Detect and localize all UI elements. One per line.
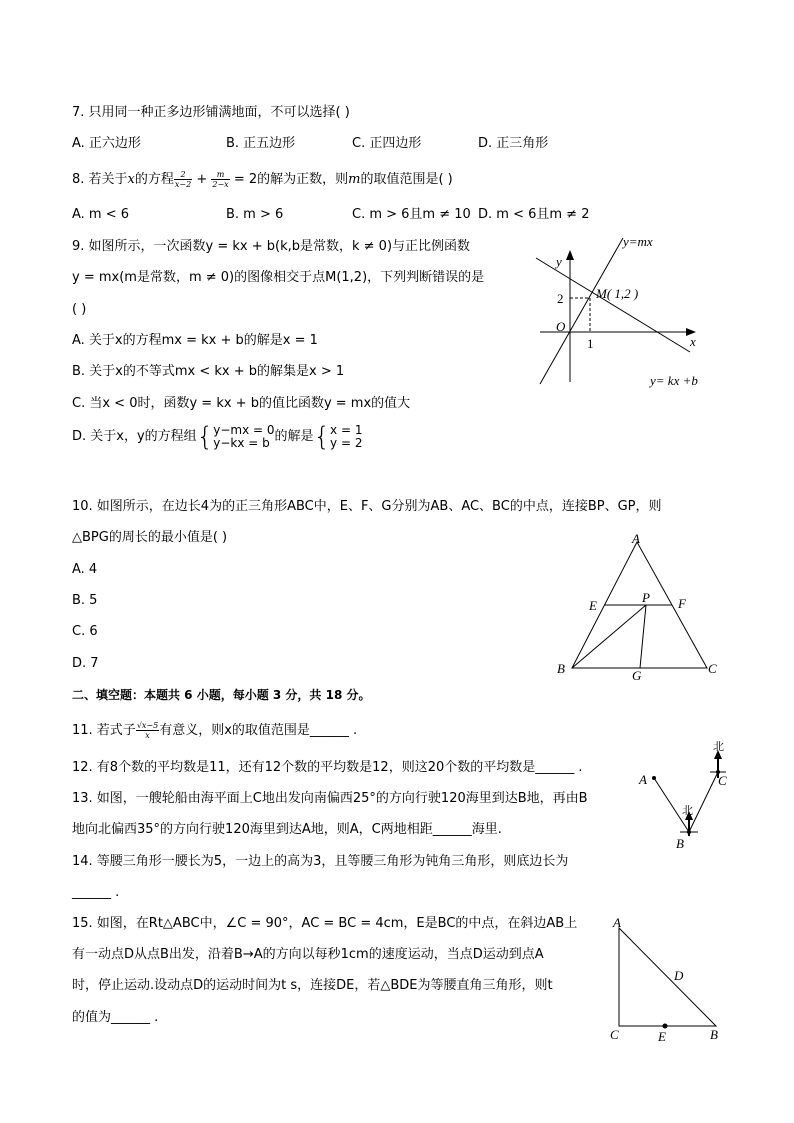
- label-2: 2: [557, 291, 564, 306]
- q8-option-c: C. m > 6且m ≠ 10: [352, 207, 471, 222]
- triangle-ABC: [619, 928, 716, 1026]
- label-A: A: [632, 531, 640, 546]
- q14-line-1: 14. 等腰三角形一腰长为5，一边上的高为3，且等腰三角形为钝角三角形，则底边长为: [72, 854, 569, 869]
- q8-stem: 8. 若关于x的方程 $\frac{2}{x-2}$ + $\frac{m}{2-x}$ = 2的解为正数，则m的取值范围是( ): [72, 170, 453, 189]
- q7-option-c: C. 正四边形: [352, 136, 422, 151]
- q9-option-b: B. 关于x的不等式mx < kx + b的解集是x > 1: [72, 364, 345, 379]
- q8-option-a: A. m < 6: [72, 207, 130, 222]
- q13-line-1: 13. 如图，一艘轮船由海平面上C地出发向南偏西25°的方向行驶120海里到达B地，再由B: [72, 791, 588, 806]
- label-E: E: [589, 598, 597, 613]
- q15-line-2: 有一动点D从点B出发，沿着B→A的方向以每秒1cm的速度运动，当点D运动到点A: [72, 947, 544, 962]
- label-x: x: [690, 334, 696, 349]
- q7-option-a: A. 正六边形: [72, 136, 141, 151]
- label-C: C: [708, 661, 717, 676]
- label-origin: O: [556, 319, 566, 334]
- q9-line-3: ( ): [72, 302, 87, 317]
- q15-line-3: 时，停止运动.设动点D的运动时间为t s，连接DE，若△BDE为等腰直角三角形，则t: [72, 978, 553, 993]
- q11-fraction: $\frac{√x-5}{x}$: [136, 721, 159, 740]
- label-B: B: [710, 1027, 718, 1042]
- segment-BC: [689, 772, 718, 832]
- label-M: M( 1,2 ): [596, 286, 639, 301]
- label-F: F: [678, 596, 686, 611]
- q9-system-2: x = 1 y = 2: [330, 423, 363, 450]
- q15-line-1: 15. 如图，在Rt△ABC中，∠C = 90°，AC = BC = 4cm，E是BC的中点，在斜边AB上: [72, 916, 578, 931]
- q9-option-c: C. 当x < 0时，函数y = kx + b的值比函数y = mx的值大: [72, 396, 411, 411]
- q7-option-d: D. 正三角形: [478, 136, 549, 151]
- line-y-mx: [540, 238, 623, 384]
- q10-line-2: △BPG的周长的最小值是( ): [72, 530, 228, 545]
- q8-option-b: B. m > 6: [226, 207, 284, 222]
- q10-option-a: A. 4: [72, 562, 98, 577]
- q8-option-d: D. m < 6且m ≠ 2: [478, 207, 590, 222]
- q9-line-2: y = mx(m是常数，m ≠ 0)的图像相交于点M(1,2)，下列判断错误的是: [72, 270, 485, 285]
- q15-right-triangle-figure: [604, 914, 734, 1048]
- q14-line-2: ______ .: [72, 885, 120, 900]
- label-C: C: [718, 773, 727, 788]
- label-A: A: [639, 772, 647, 787]
- q9-line-1: 9. 如图所示，一次函数y = kx + b(k,b是常数，k ≠ 0)与正比例函数: [72, 239, 471, 254]
- q9-system-1: y−mx = 0 y−kx = b: [213, 423, 275, 450]
- q10-option-b: B. 5: [72, 593, 98, 608]
- label-P: P: [642, 590, 650, 605]
- label-E: E: [658, 1029, 666, 1044]
- label-north-top: 北: [713, 740, 724, 753]
- label-A: A: [613, 915, 621, 930]
- label-B: B: [676, 836, 684, 851]
- q13-direction-figure: [632, 738, 742, 850]
- label-north-mid: 北: [682, 804, 693, 817]
- label-y: y: [556, 254, 562, 269]
- point-E: [663, 1024, 668, 1029]
- q10-triangle-figure: [552, 530, 732, 682]
- q9-option-a: A. 关于x的方程mx = kx + b的解是x = 1: [72, 333, 318, 348]
- q8-fraction-2: $\frac{m}{2-x}$: [212, 170, 229, 189]
- y-axis-arrow: [566, 250, 574, 260]
- q11: 11. 若式子 $\frac{√x-5}{x}$ 有意义，则x的取值范围是______ .: [72, 721, 358, 740]
- q9-option-d: D. 关于x，y的方程组{ y−mx = 0 y−kx = b 的解是{ x = 1 y = 2: [72, 422, 363, 452]
- segment-PG: [640, 605, 646, 668]
- q8-fraction-1: $\frac{2}{x-2}$: [174, 170, 192, 189]
- section-2-heading: 二、填空题：本题共 6 小题，每小题 3 分，共 18 分。: [72, 688, 371, 702]
- q10-option-c: C. 6: [72, 624, 98, 639]
- label-y-mx: y=mx: [623, 234, 653, 249]
- q10-line-1: 10. 如图所示，在边长4为的正三角形ABC中，E、F、G分别为AB、AC、BC的中点，连接BP、GP，则: [72, 499, 662, 514]
- label-1: 1: [587, 336, 594, 351]
- q15-line-4: 的值为______ .: [72, 1010, 159, 1025]
- q9-graph-figure: [530, 232, 730, 394]
- segment-BP: [572, 605, 646, 668]
- label-G: G: [632, 668, 642, 683]
- q7-stem: 7. 只用同一种正多边形铺满地面，不可以选择( ): [72, 105, 350, 120]
- label-D: D: [674, 968, 684, 983]
- label-C: C: [610, 1027, 619, 1042]
- q7-option-b: B. 正五边形: [226, 136, 296, 151]
- label-y-kx-b: y= kx +b: [650, 373, 698, 388]
- q13-line-2: 地向北偏西35°的方向行驶120海里到达A地，则A，C两地相距______海里.: [72, 822, 502, 837]
- q12: 12. 有8个数的平均数是11，还有12个数的平均数是12，则这20个数的平均数是______ .: [72, 760, 583, 775]
- q10-option-d: D. 7: [72, 656, 99, 671]
- label-B: B: [557, 661, 565, 676]
